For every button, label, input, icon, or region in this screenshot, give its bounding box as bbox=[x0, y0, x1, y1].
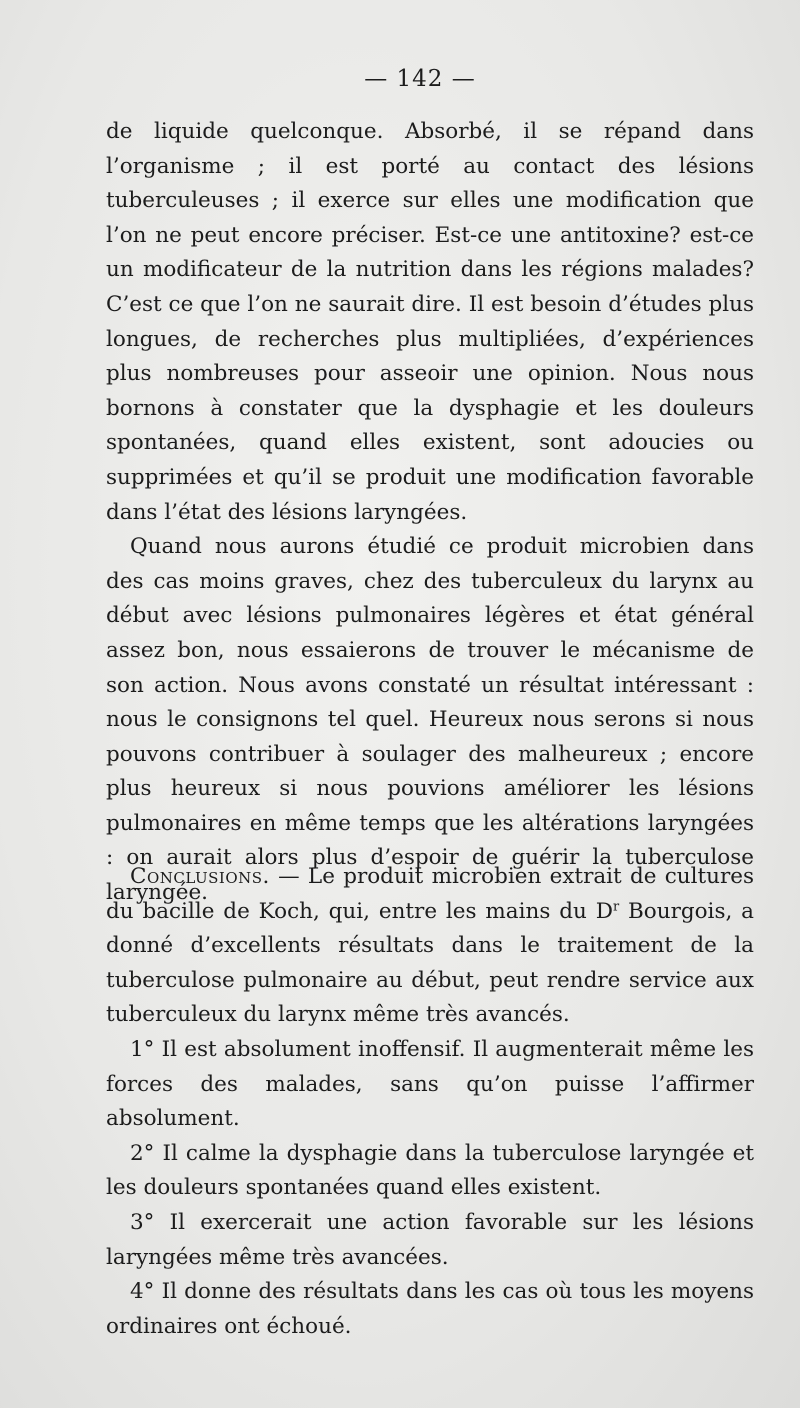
paragraph-1: de liquide quelconque. Absorbé, il se répand dans l’organisme ; il est porté au contact des lésions tuberculeuses ; il exerce sur elles une modification que l’on ne peut encore préciser. Est-ce une antitoxine? est-ce un modificateur de la nutrition dans les régions malades? C’est ce que l’on ne saurait dire. Il est besoin d’études plus longues, de recherches plus multipliées, d’expériences plus nombreuses pour asseoir une opinion. Nous nous bornons à constater que la dysphagie et les douleurs spontanées, quand elles existent, sont adoucies ou supprimées et qu’il se produit une modification favorable dans l’état des lésions laryngées. bbox=[106, 119, 754, 525]
conclusion-item-1: 1° Il est absolument inoffensif. Il augmenterait même les forces des malades, sans qu’on puisse l’affirmer absolument. bbox=[106, 1036, 754, 1132]
conclusion-item-4: 4° Il donne des résultats dans les cas où tous les moyens ordinaires ont échoué. bbox=[106, 1279, 754, 1339]
conclusions-text-a: — Le produit microbien extrait de cultures du bacille de Koch, qui, entre les mains du D bbox=[106, 864, 754, 924]
paragraph-2: Quand nous aurons étudié ce produit microbien dans des cas moins graves, chez des tuberculeux du larynx au début avec lésions pulmonaires légères et état général assez bon, nous essaierons de trouver le mécanisme de son action. Nous avons constaté un résultat intéressant : nous le consignons tel quel. Heureux nous serons si nous pouvons contribuer à soulager des malheureux ; encore plus heureux si nous pouvions améliorer les lésions pulmonaires en même temps que les altérations laryngées : on aurait alors plus d’espoir de guérir la tuberculose laryngée. bbox=[106, 534, 754, 906]
page-number: — 142 — bbox=[364, 66, 476, 92]
body-text-top bbox=[106, 115, 754, 911]
conclusion-item-2: 2° Il calme la dysphagie dans la tuberculose laryngée et les douleurs spontanées quand elles existent. bbox=[106, 1140, 754, 1201]
conclusions-text-b: Bourgois, a donné d’excellents résultats dans le traitement de la tuberculose pulmonaire au début, peut rendre service aux tuberculeux du larynx même très avancés. bbox=[106, 898, 754, 1028]
doctor-abbrev-sup: r bbox=[612, 898, 620, 914]
conclusions-heading: Conclusions. bbox=[130, 864, 270, 889]
conclusion-item-3: 3° Il exercerait une action favorable sur les lésions laryngées même très avancées. bbox=[106, 1209, 754, 1270]
conclusions-paragraph bbox=[106, 860, 754, 1033]
conclusions-section bbox=[106, 860, 754, 1344]
